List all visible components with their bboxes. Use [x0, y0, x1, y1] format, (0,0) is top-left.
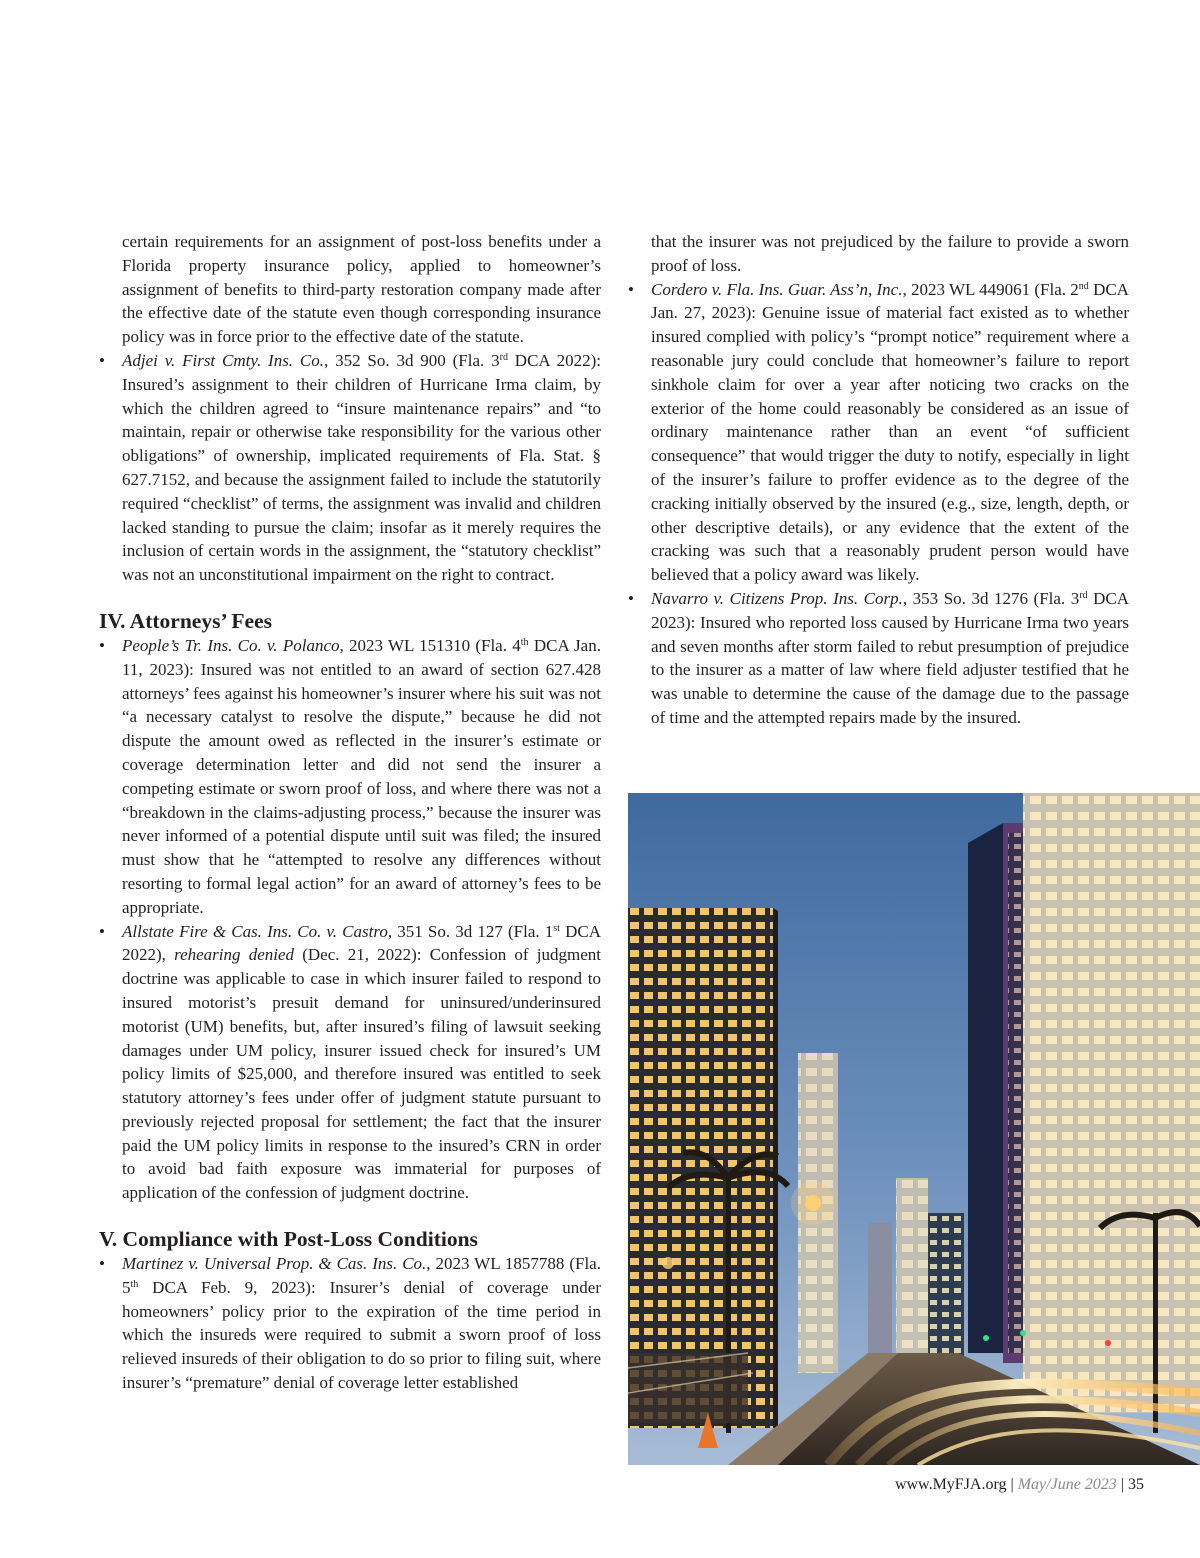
case-citation: , 352 So. 3d 900 (Fla. 3	[323, 350, 500, 370]
ordinal-suffix: th	[130, 1278, 139, 1290]
case-summary: Insured who reported loss caused by Hurricane Irma two years and seven months after storm failed to rebut presumption of prejudice to the insurer as a matter of law where field adjuster testified that he was unable to determine the cause of the damage due to the passage of time and the attempted repairs made by the insured.	[651, 612, 1129, 727]
case-citation-end: DCA Jan. 27, 2023):	[651, 279, 1129, 323]
case-citation-end: DCA Feb. 9, 2023):	[138, 1277, 330, 1297]
section-heading-attorneys-fees: IV. Attorneys’ Fees	[99, 608, 272, 633]
ordinal-suffix: st	[553, 922, 560, 934]
case-summary: Insured’s assignment to their children of Hurricane Irma claim, by which the children agreed to “insure maintenance repairs” and “to maintain, repair or otherwise take responsibility for the various other obligations” of ownership, implicated requirements of Fla. Stat. § 627.7152, and because the assignment failed to include the statutorily required “checklist” of terms, the assignment was invalid and children lacked standing to pursue the claim; insofar as it merely requires the inclusion of certain words in the assignment, the “statutory checklist” was not an unconstitutional impairment on the right to contract.	[122, 374, 601, 585]
case-citation: , 2023 WL 449061 (Fla. 2	[902, 279, 1079, 299]
ordinal-suffix: nd	[1078, 280, 1089, 292]
case-summary: Confession of judgment doctrine was applicable to case in which insurer failed to respond to insured motorist’s presuit demand for uninsured/underinsured motorist (UM) benefits, but, after insured’s filing of lawsuit seeking damages under UM policy, insurer issued check for insured’s UM policy limits of $25,000, and therefore insured was entitled to seek statutory attorney’s fees under offer of judgment statute pursuant to previously rejected proposal for settlement; the fact that the insurer paid the UM policy limits in response to the insured’s CRN in order to avoid bad faith exposure was immaterial for purposes of application of the confession of judgment doctrine.	[122, 945, 601, 1203]
case-summary: Insured was not entitled to an award of section 627.428 attorneys’ fees against his homeowner’s insurer where his suit was not “a necessary catalyst to resolve the dispute,” because he did not dispute the amount owed as reflected in the insurer’s estimate or coverage determination letter and did not send the insurer a competing estimate or sworn proof of loss, and where there was not a “breakdown in the claims-adjusting process,” because the insurer was never informed of a potential dispute until suit was filed; the insured must show that he “attempted to resolve any differences without resorting to formal legal action” for an award of attorney’s fees to be appropriate.	[122, 659, 601, 917]
footer-website: www.MyFJA.org	[894, 1476, 1007, 1493]
case-citation: , 351 So. 3d 127 (Fla. 1	[387, 921, 554, 941]
city-street-photo	[628, 793, 1200, 1465]
ordinal-suffix: th	[520, 636, 529, 648]
intro-continuation: certain requirements for an assignment of post-loss benefits under a Florida property insurance policy, applied to homeowner’s assignment of benefits to third-party restoration company made after the effective date of the statute even though corresponding insurance policy was in force prior to the effective date of the statute.	[122, 232, 601, 347]
case-citation: , 2023 WL 1857788 (Fla. 5	[122, 1254, 601, 1297]
case-citation-mid: DCA 2022),	[122, 921, 601, 965]
case-entry-navarro	[628, 587, 1129, 730]
case-name: Navarro v. Citizens Prop. Ins. Corp.	[651, 588, 903, 608]
case-entry-polanco	[99, 634, 601, 920]
case-entry-castro	[99, 920, 601, 1206]
case-entry-martinez	[99, 1252, 601, 1395]
footer-separator: |	[1010, 1476, 1014, 1493]
case-name: People’s Tr. Ins. Co. v. Polanco	[122, 635, 340, 655]
page-footer	[895, 1475, 1144, 1495]
case-citation-end: DCA 2023):	[651, 588, 1129, 632]
case-entry-adjei	[99, 349, 601, 587]
left-column	[99, 230, 601, 1395]
ordinal-suffix: rd	[1079, 589, 1088, 601]
case-citation-end: DCA Jan. 11, 2023):	[122, 635, 601, 679]
case-name: Cordero v. Fla. Ins. Guar. Ass’n, Inc.	[651, 279, 903, 299]
case-citation: , 2023 WL 151310 (Fla. 4	[339, 635, 521, 655]
case-name: Martinez v. Universal Prop. & Cas. Ins. Co.	[122, 1254, 427, 1274]
case-citation-end: DCA 2022):	[507, 350, 601, 370]
case-summary: Insurer’s denial of coverage under homeowners’ policy prior to the expiration of the time period in which the insureds were required to submit a sworn proof of loss relieved insureds of their obligation to do so prior to filing suit, where insurer’s “premature” denial of coverage letter established	[122, 1277, 601, 1393]
rehearing-note: rehearing denied	[174, 945, 295, 965]
case-name: Adjei v. First Cmty. Ins. Co.	[122, 350, 324, 370]
right-column	[628, 230, 1129, 730]
footer-issue: May/June 2023	[1017, 1476, 1117, 1493]
case-name: Allstate Fire & Cas. Ins. Co. v. Castro	[122, 921, 388, 941]
martinez-continuation: that the insurer was not prejudiced by the failure to provide a sworn proof of loss.	[651, 232, 1129, 275]
footer-separator: |	[1120, 1476, 1124, 1493]
page-number: 35	[1128, 1476, 1144, 1493]
case-summary: Genuine issue of material fact existed as to whether insured complied with policy’s “prompt notice” requirement where a reasonable jury could conclude that homeowner’s failure to report sinkhole claim for over a year after noticing two cracks on the exterior of the home could reasonably be considered as an issue of ordinary maintenance rather than an event “of sufficient consequence” that would trigger the duty to notify, especially in light of the insurer’s failure to proffer evidence as to the degree of the cracking initially observed by the insured (e.g., size, length, depth, or other descriptive details), or any evidence that the extent of the cracking was such that a reasonably prudent person would have believed that a policy award was likely.	[651, 303, 1129, 585]
case-citation: , 353 So. 3d 1276 (Fla. 3	[902, 588, 1080, 608]
city-street-illustration	[628, 793, 1200, 1465]
ordinal-suffix: rd	[499, 351, 508, 363]
case-entry-cordero	[628, 278, 1129, 587]
case-citation-end: (Dec. 21, 2022):	[294, 945, 430, 965]
section-heading-post-loss-conditions: V. Compliance with Post-Loss Conditions	[99, 1227, 478, 1252]
